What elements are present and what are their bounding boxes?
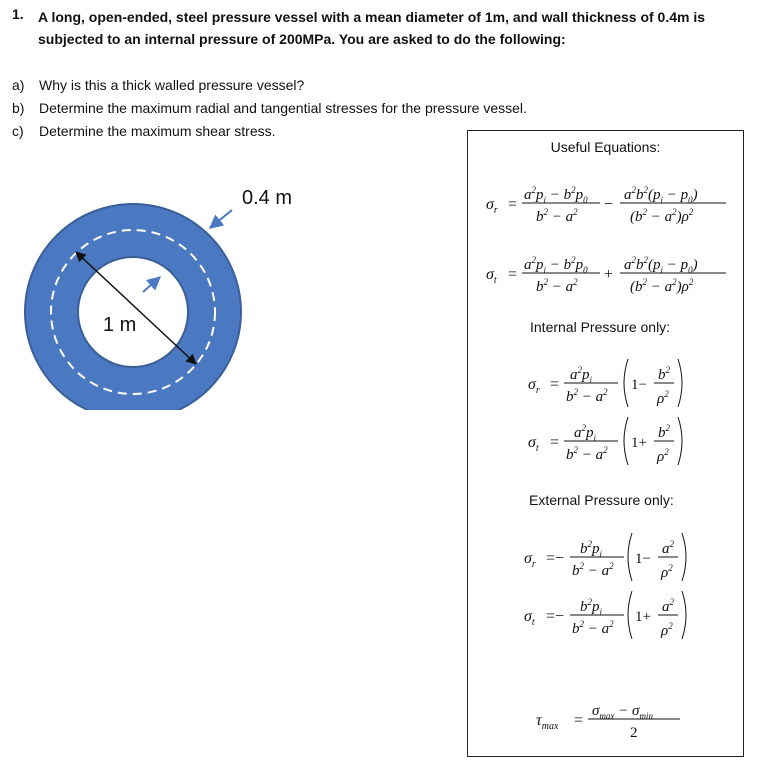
svg-text:=−: =− <box>546 608 565 625</box>
svg-text:b2 − a2: $b^2 - a^2$ <box>566 445 608 463</box>
task-item <box>12 74 527 97</box>
svg-text:σr: $\sigma_r$ <box>528 376 540 396</box>
svg-text:=−: =− <box>546 550 565 567</box>
task-label: b) <box>12 100 25 116</box>
svg-text:ρ2: $\rho^2$ <box>657 447 669 465</box>
svg-text:σmax − σmin: $\sigma_{max} - \sigma_{min}$ <box>592 703 653 721</box>
task-list <box>12 74 527 143</box>
svg-text:b2: $b^2$ <box>658 423 670 441</box>
svg-text:2: 2 <box>630 725 638 741</box>
svg-text:a2: $a^2$ <box>662 539 674 557</box>
svg-text:a2pi − b2p0: $a^2p_i - b^2p_0$ <box>524 255 588 275</box>
svg-text:1+: 1+ <box>631 435 647 451</box>
svg-text:=: = <box>550 434 560 451</box>
diameter-label: 1 m <box>103 314 137 336</box>
svg-text:σt: $\sigma_t$ <box>524 608 535 628</box>
svg-text:σr: $\sigma_r$ <box>486 196 498 216</box>
svg-text:σt: $\sigma_t$ <box>486 266 497 286</box>
equations-panel <box>467 130 744 757</box>
thickness-arrow-outer <box>210 210 232 228</box>
svg-text:σr: $\sigma_r$ <box>524 550 536 570</box>
svg-text:τmax: $\tau_{max}$ <box>536 712 559 732</box>
task-text: Why is this a thick walled pressure vessel? <box>39 77 305 93</box>
question-number: 1. <box>12 6 24 22</box>
equations-title: Useful Equations: <box>550 139 661 155</box>
thickness-label: 0.4 m <box>242 187 293 209</box>
task-item <box>12 97 527 120</box>
svg-text:=: = <box>508 266 518 283</box>
svg-text:(b2 − a2)ρ2: $(b^2 - a^2)\rho^2$ <box>630 277 694 295</box>
vessel-bore <box>78 257 188 367</box>
svg-text:−: − <box>604 196 614 213</box>
svg-text:b2 − a2: $b^2 - a^2$ <box>566 387 608 405</box>
svg-text:b2: $b^2$ <box>658 365 670 383</box>
svg-text:b2pi: $b^2p_i$ <box>580 597 603 617</box>
svg-text:a2pi: $a^2p_i$ <box>574 423 597 443</box>
svg-text:=: = <box>508 196 518 213</box>
svg-text:a2b2(pi − p0): $a^2b^2(p_i - p_0)$ <box>624 255 698 275</box>
svg-text:1−: 1− <box>631 377 647 393</box>
svg-text:a2b2(pi − p0): $a^2b^2(p_i - p_0)$ <box>624 185 698 205</box>
vessel-cross-section <box>0 160 460 410</box>
svg-text:1+: 1+ <box>635 609 651 625</box>
external-pressure-heading: External Pressure only: <box>529 492 674 508</box>
equation-general-tangential <box>486 255 726 295</box>
svg-text:+: + <box>604 266 614 283</box>
svg-text:b2pi: $b^2p_i$ <box>580 539 603 559</box>
svg-text:a2: $a^2$ <box>662 597 674 615</box>
svg-text:a2pi: $a^2p_i$ <box>570 365 593 385</box>
svg-text:σt: $\sigma_t$ <box>528 434 539 454</box>
svg-text:=: = <box>574 712 584 729</box>
task-item <box>12 120 527 143</box>
svg-text:b2 − a2: $b^2 - a^2$ <box>572 561 614 579</box>
equation-internal-radial <box>528 359 682 407</box>
svg-text:a2pi − b2p0: $a^2p_i - b^2p_0$ <box>524 185 588 205</box>
equation-external-radial <box>524 533 686 581</box>
equation-external-tangential <box>524 591 686 639</box>
equations-math <box>468 131 745 758</box>
svg-text:b2 − a2: $b^2 - a^2$ <box>536 277 578 295</box>
equation-general-radial <box>486 185 726 225</box>
svg-text:b2 − a2: $b^2 - a^2$ <box>536 207 578 225</box>
svg-text:ρ2: $\rho^2$ <box>657 389 669 407</box>
svg-text:1−: 1− <box>635 551 651 567</box>
task-label: a) <box>12 77 25 93</box>
svg-text:(b2 − a2)ρ2: $(b^2 - a^2)\rho^2$ <box>630 207 694 225</box>
svg-text:ρ2: $\rho^2$ <box>661 563 673 581</box>
svg-text:=: = <box>550 376 560 393</box>
internal-pressure-heading: Internal Pressure only: <box>530 319 671 335</box>
equation-internal-tangential <box>528 417 682 465</box>
svg-text:b2 − a2: $b^2 - a^2$ <box>572 619 614 637</box>
task-text: Determine the maximum radial and tangential stresses for the pressure vessel. <box>39 100 527 116</box>
question-text: A long, open-ended, steel pressure vessel with a mean diameter of 1m, and wall thickness of 0.4m is subjected to an internal pressure of 200MPa. You are asked to do the following: <box>38 9 706 47</box>
task-text: Determine the maximum shear stress. <box>39 123 276 139</box>
equation-max-shear <box>536 703 680 741</box>
task-label: c) <box>12 123 24 139</box>
svg-text:ρ2: $\rho^2$ <box>661 621 673 639</box>
